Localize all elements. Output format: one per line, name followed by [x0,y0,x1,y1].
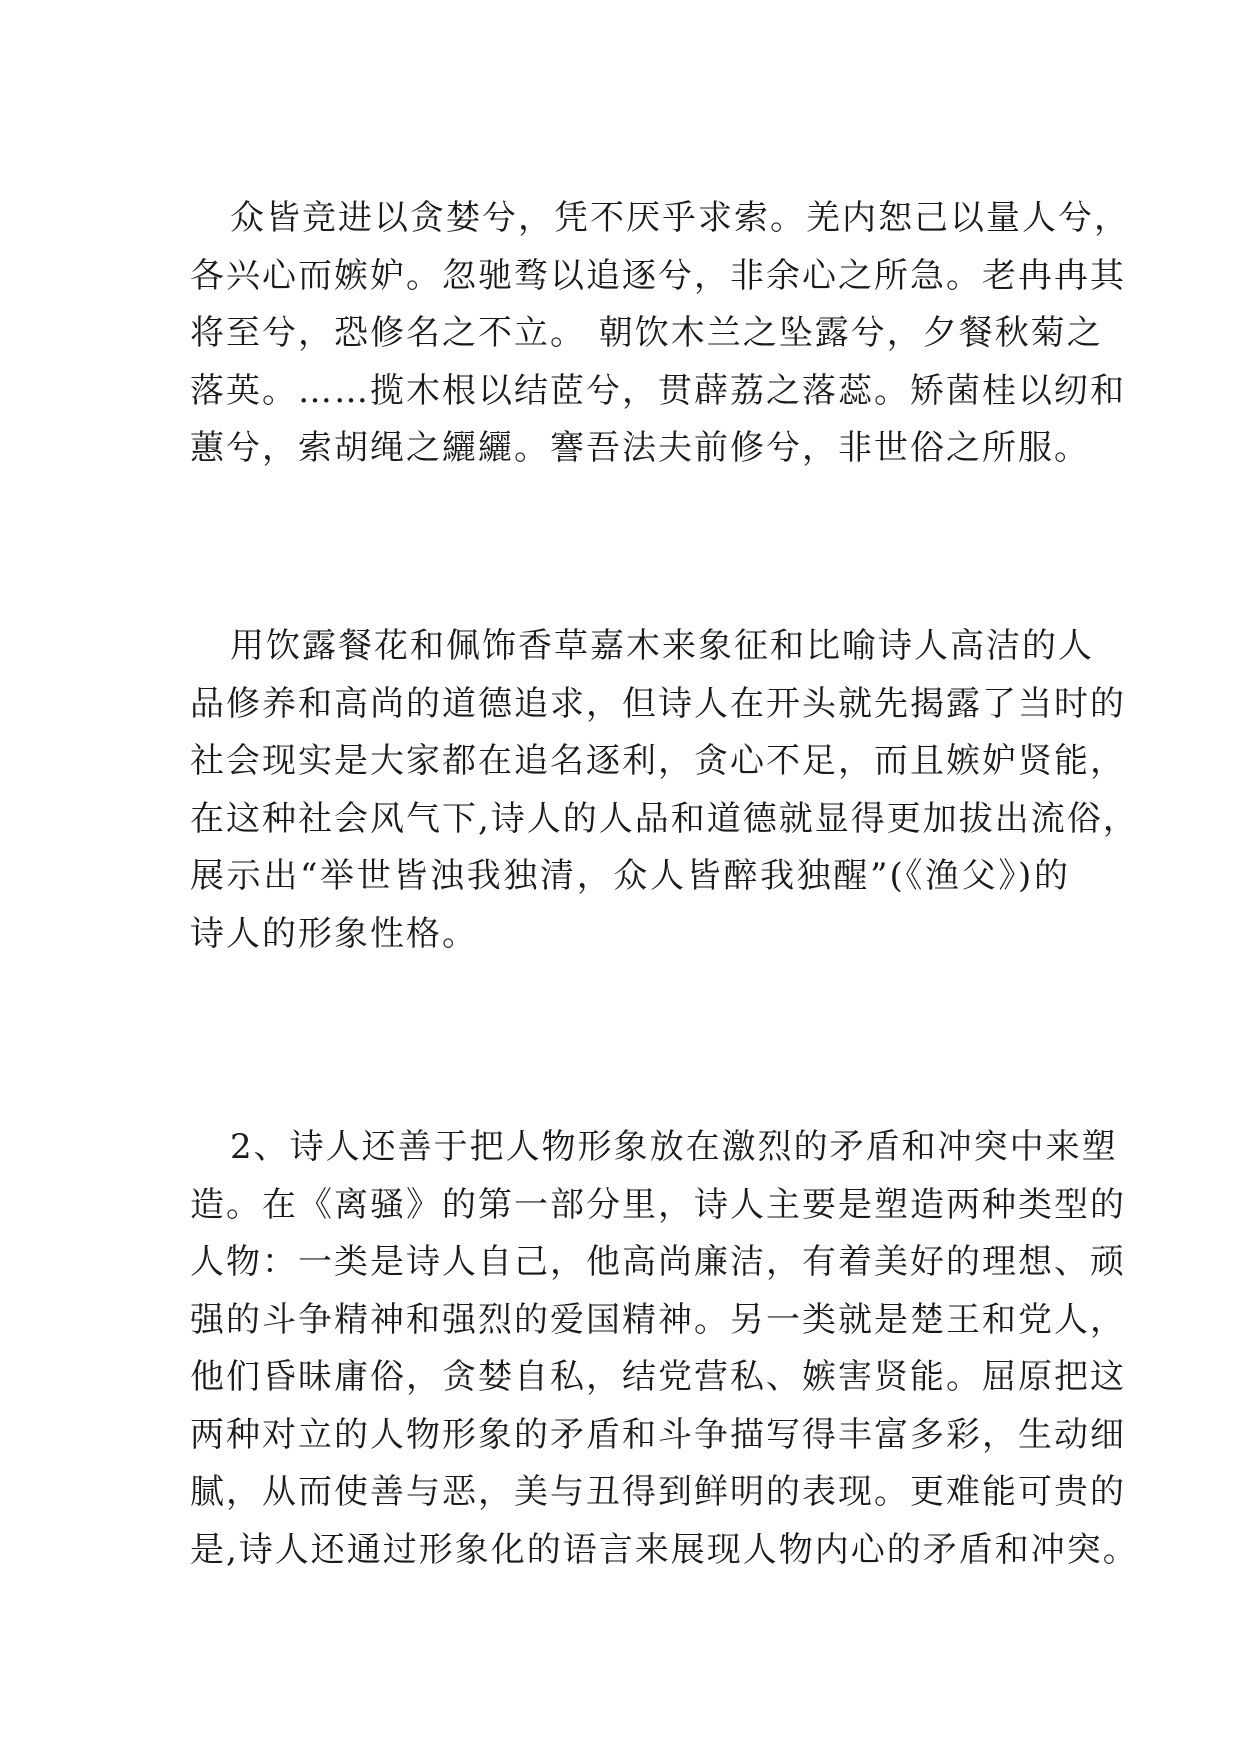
text-line: 人物：一类是诗人自己，他高尚廉洁，有着美好的理想、顽 [190,1242,1126,1282]
text-line: 诗人的形象性格。 [190,913,478,954]
text-line: 品修养和高尚的道德追求，但诗人在开头就先揭露了当时的 [190,683,1126,724]
text-line: 是,诗人还通过形象化的语言来展现人物内心的矛盾和冲突。 [190,1529,1139,1570]
text-line: 将至兮，恐修名之不立。 朝饮木兰之坠露兮，夕餐秋菊之 [190,313,1103,353]
text-line: 众皆竞进以贪婪兮，凭不厌乎求索。羌内恕己以量人兮， [230,198,1130,238]
text-line: 落英。……揽木根以结茝兮，贯薜荔之落蕊。矫菌桂以纫和 [190,370,1126,411]
poem-quote-paragraph [190,190,1130,478]
text-line: 蕙兮，索胡绳之纚纚。謇吾法夫前修兮，非世俗之所服。 [190,428,1090,468]
text-line: 在这种社会风气下,诗人的人品和道德就显得更加拔出流俗， [190,798,1139,839]
point-2-paragraph [190,1119,1139,1579]
text-line: 造。在《离骚》的第一部分里，诗人主要是塑造两种类型的 [190,1184,1126,1225]
text-line: 腻，从而使善与恶，美与丑得到鲜明的表现。更难能可贵的 [190,1472,1126,1512]
analysis-paragraph [190,618,1139,963]
text-line: 2、诗人还善于把人物形象放在激烈的矛盾和冲突中来塑 [230,1127,1118,1167]
text-line: 用饮露餐花和佩饰香草嘉木来象征和比喻诗人高洁的人 [230,626,1094,666]
text-line: 强的斗争精神和强烈的爱国精神。另一类就是楚王和党人， [190,1299,1126,1340]
text-line: 展示出“举世皆浊我独清，众人皆醉我独醒”(《渔父》)的 [190,856,1070,896]
text-line: 他们昏昧庸俗，贪婪自私，结党营私、嫉害贤能。屈原把这 [190,1357,1126,1397]
text-line: 社会现实是大家都在追名逐利，贪心不足，而且嫉妒贤能， [190,741,1126,781]
text-line: 各兴心而嫉妒。忽驰骛以追逐兮，非余心之所急。老冉冉其 [190,255,1126,296]
text-line: 两种对立的人物形象的矛盾和斗争描写得丰富多彩，生动细 [190,1414,1126,1455]
